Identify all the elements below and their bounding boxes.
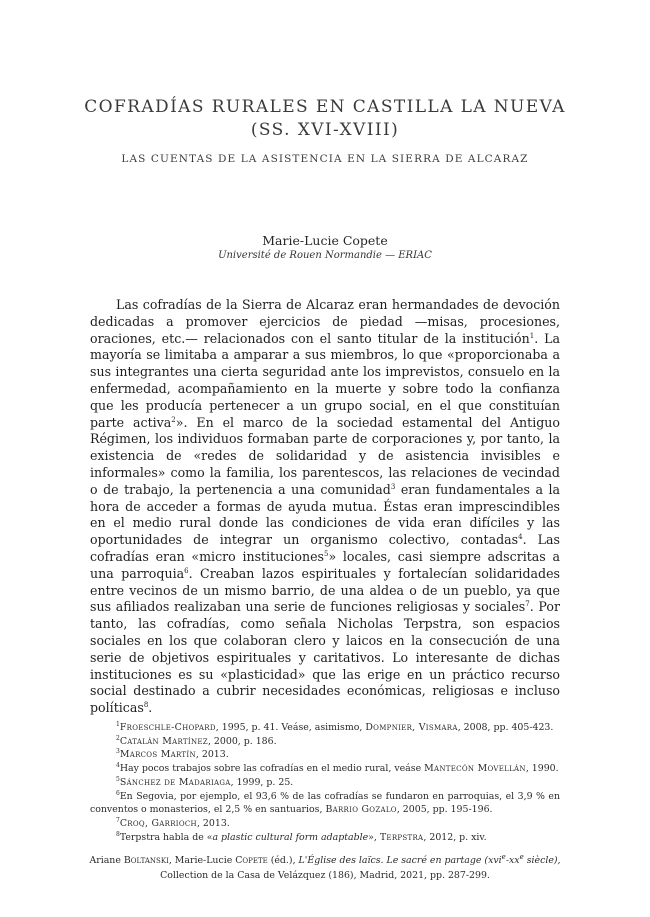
citation-author: Marcos Martín (119, 749, 196, 761)
book-title-text: -xx (505, 855, 520, 866)
footnote-4 (90, 762, 560, 776)
footnote-text: , 2005, pp. 195-196. (396, 804, 493, 816)
source-text: , Marie-Lucie (168, 855, 236, 866)
source-text: Ariane (89, 855, 124, 866)
footnote-ref[interactable]: 1 (529, 331, 535, 340)
footnote-number: 6 (116, 789, 120, 797)
citation-author: Terpstra (379, 831, 424, 843)
footnote-number: 2 (116, 734, 120, 742)
source-line-2: Collection de la Casa de Velázquez (186), Madrid, 2021, pp. 287-299. (160, 869, 490, 881)
citation-author: Barrio Gozalo (325, 804, 397, 816)
footnote-ref[interactable]: 4 (518, 532, 523, 541)
body-text-segment: . Por tanto, las cofradías, como señala Nicholas Terpstra, son espacios sociales en los que colaboran clero y laicos en la consecución de una serie de objetivos espirituales y caritativos. Lo interesante de dichas instituciones es su «plasticidad» que las erige en un práctico recurso social destinado a cubrir necesidades económicas, religiosas e incluso políticas (90, 599, 560, 716)
citation-author: Sánchez de Madariaga (119, 776, 231, 788)
footnote-text: , 1990. (525, 763, 559, 775)
footnote-6 (90, 790, 560, 817)
citation-author: Croq, Garrioch (119, 817, 197, 829)
footnote-text: », (368, 831, 380, 843)
book-title-text: L'Église des laïcs. Le sacré en partage (xvi (298, 855, 502, 866)
body-text-segment: eran fundamentales a la hora de acceder a formas de ayuda mutua. Éstas eran imprescindibles en el medio rural donde las condiciones de vida eran difíciles y las oportunidades de integrar un organismo colectivo, contadas (90, 481, 560, 548)
editor-name: Copete (235, 855, 268, 866)
footnote-ref[interactable]: 5 (324, 549, 329, 558)
footnote-7 (90, 817, 560, 831)
title-line-1: COFRADÍAS RURALES EN CASTILLA LA NUEVA (84, 97, 566, 117)
footnote-number: 7 (116, 816, 120, 824)
book-title-text: siècle), (523, 855, 561, 866)
body-text-segment: » locales, casi siempre adscritas a una parroquia (90, 548, 560, 581)
article-subtitle: LAS CUENTAS DE LA ASISTENCIA EN LA SIERRA DE ALCARAZ (121, 153, 529, 165)
citation-author: Catalán Martínez (119, 735, 208, 747)
book-title (298, 852, 561, 866)
source-citation (0, 854, 650, 883)
body-text-segment: Las cofradías de la Sierra de Alcaraz eran hermandades de devoción dedicadas a promover ejercicios de piedad —misas, procesiones, oraciones, etc.— relacionados con el santo titular de la institución (90, 297, 560, 346)
footnote-text: , 2008, pp. 405-423. (457, 722, 554, 733)
author-name: Marie-Lucie Copete (262, 233, 388, 248)
footnote-number: 5 (116, 775, 120, 783)
century-suffix: e (501, 852, 506, 861)
quoted-phrase: a plastic cultural form adaptable (212, 831, 369, 843)
citation-author: Mantecón Movellán (424, 763, 526, 775)
footnote-number: 3 (116, 748, 120, 756)
footnote-number: 1 (116, 720, 120, 728)
footnote-ref[interactable]: 7 (525, 600, 530, 609)
body-text-segment: ». En el marco de la sociedad estamental del Antiguo Régimen, los individuos formaban parte de corporaciones y, por tanto, la existencia de «redes de solidaridad y de asistencia invisibles e informales» como la familia, los parentescos, las relaciones de vecindad o de trabajo, la pertenencia a una comunidad (90, 414, 560, 497)
footnote-text: , 2000, p. 186. (207, 735, 277, 747)
body-text-segment: . (148, 700, 153, 716)
footnote-text: En Segovia, por ejemplo, el 93,6 % de las cofradías se fundaron en parroquias, el 3,9 % en conventos o monasterios, el 2,5 % en santuarios, (90, 790, 560, 816)
citation-author: Froeschle-Chopard (119, 722, 216, 733)
body-text-segment: . Las cofradías eran «micro instituciones (90, 532, 560, 564)
body-text-segment: . Creaban lazos espirituales y fortalecían solidaridades entre vecinos de un mismo barrio, de una aldea o de un pueblo, ya que sus afiliados realizaban una serie de funciones religiosas y sociales (90, 565, 560, 615)
citation-author: Dompnier, Vismara (365, 722, 458, 733)
footnotes (90, 721, 560, 844)
footnote-text: , 1999, p. 25. (230, 776, 294, 788)
footnote-text: , 1995, p. 41. Veáse, asimismo, (215, 722, 366, 733)
author-affiliation: Université de Rouen Normandie — ERIAC (218, 250, 432, 261)
footnote-text: Hay pocos trabajos sobre las cofradías en el medio rural, veáse (119, 763, 425, 775)
footnote-text: , 2013. (195, 749, 229, 761)
footnote-ref[interactable]: 6 (184, 566, 189, 575)
source-line-1 (0, 854, 650, 869)
footnote-text: Terpstra habla de « (119, 831, 213, 843)
footnote-5 (90, 776, 560, 790)
footnote-ref[interactable]: 2 (171, 415, 176, 424)
footnote-number: 4 (116, 761, 120, 769)
footnote-3 (90, 748, 560, 762)
source-text: (éd.), (267, 855, 299, 866)
footnote-number: 8 (116, 830, 120, 838)
century-suffix: e (519, 852, 524, 861)
footnote-ref[interactable]: 3 (390, 482, 396, 491)
footnote-text: , 2012, p. xiv. (423, 831, 487, 843)
footnote-1 (90, 721, 560, 735)
footnote-ref[interactable]: 8 (143, 700, 149, 709)
footnote-8 (90, 831, 560, 845)
body-text-segment: . La mayoría se limitaba a amparar a sus miembros, lo que «proporcionaba a sus integrantes una cierta seguridad ante los imprevistos, consuelo en la enfermedad, acompañamiento en la muerte y sobre todo la confianza que les producía pertenecer a un grupo social, en el que constituían parte activa (90, 330, 560, 430)
footnote-2 (90, 735, 560, 749)
body-paragraph (90, 297, 560, 717)
footnote-text: , 2013. (196, 817, 230, 829)
article-title (0, 96, 650, 142)
editor-name: Boltanski (123, 855, 169, 866)
title-line-2: (SS. XVI-XVIII) (250, 120, 400, 140)
